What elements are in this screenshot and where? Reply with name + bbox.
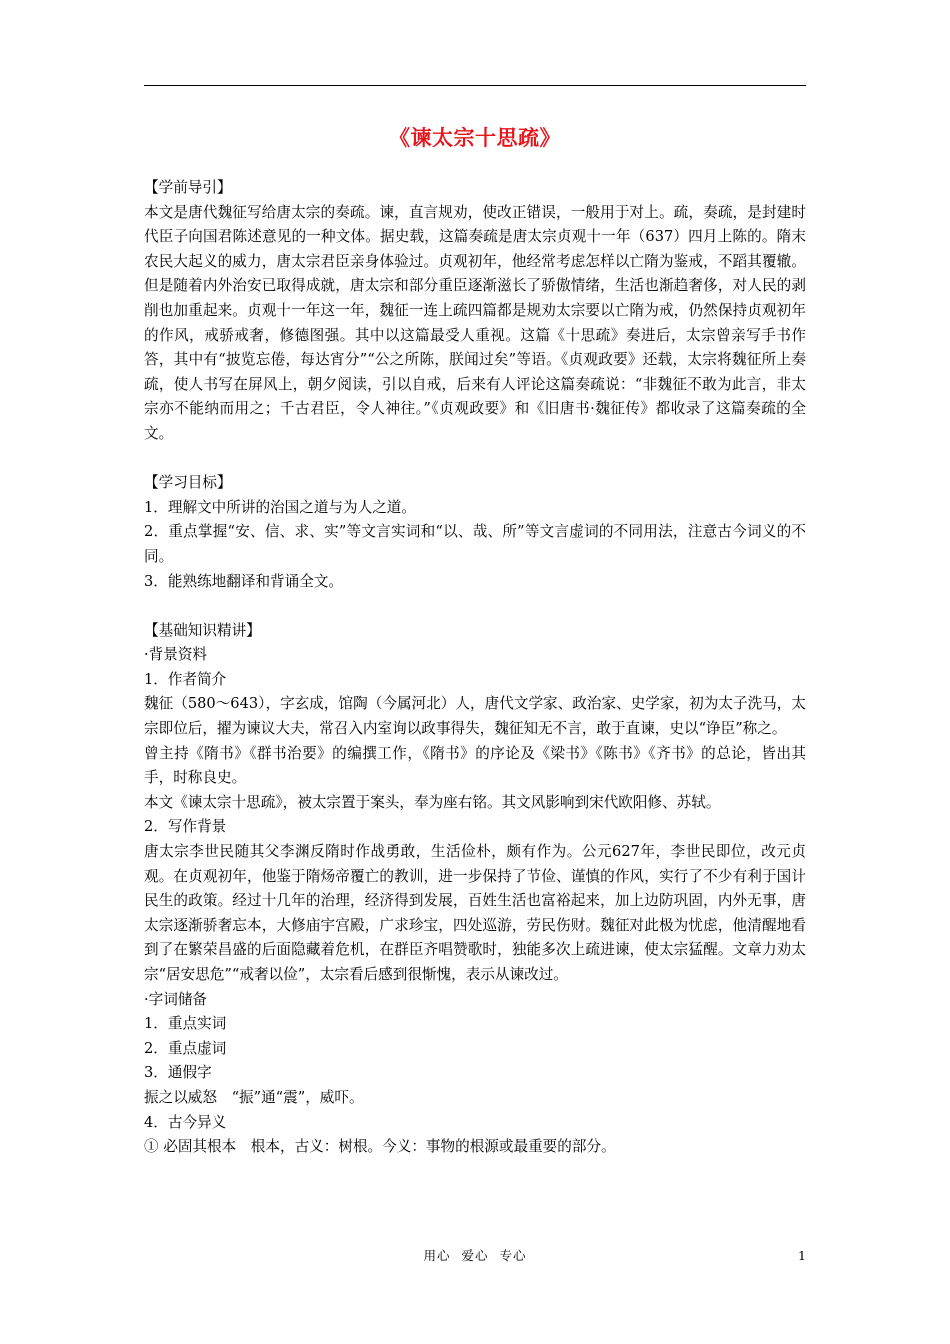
document-title: 《谏太宗十思疏》 (389, 125, 561, 150)
intro-paragraph: 本文是唐代魏征写给唐太宗的奏疏。谏，直言规劝，使改正错误，一般用于对上。疏，奏疏，是封建时代臣子向国君陈述意见的一种文体。据史载，这篇奏疏是唐太宗贞观十一年（637）四月上陈的。隋末农民大起义的威力，唐太宗君臣亲身体验过。贞观初年，他经常考虑怎样以亡隋为鉴戒，不蹈其覆辙。但是随着内外治安已取得成就，唐太宗和部分重臣逐渐滋长了骄傲情绪，生活也渐趋奢侈，对人民的剥削也加重起来。贞观十一年这一年，魏征一连上疏四篇都是规劝太宗要以亡隋为戒，仍然保持贞观初年的作风，戒骄戒奢，修德图强。其中以这篇最受人重视。这篇《十思疏》奏进后，太宗曾亲写手书作答，其中有“披览忘倦，每达宵分”“公之所陈，朕闻过矣”等语。《贞观政要》还载，太宗将魏征所上奏疏，使人书写在屏风上，朝夕阅读，引以自戒，后来有人评论这篇奏疏说：“非魏征不敢为此言，非太宗亦不能纳而用之；千古君臣，令人神往。”《贞观政要》和《旧唐书·魏征传》都收录了这篇奏疏的全文。 (144, 203, 806, 442)
footer-slogan: 用心 爱心 专心 (423, 1248, 527, 1263)
vocab-item-4: 振之以威怒 “振”通“震”，威吓。 (144, 1088, 364, 1106)
page-number: 1 (798, 1248, 806, 1263)
writing-background-paragraph: 唐太宗李世民随其父李渊反隋时作战勇敢，生活俭朴，颇有作为。公元627年，李世民即位，改元贞观。在贞观初年，他鉴于隋炀帝覆亡的教训，进一步保持了节俭、谨慎的作风，实行了不少有利于国计民生的政策。经过十几年的治理，经济得到发展，百姓生活也富裕起来，加上边防巩固，内外无事，唐太宗逐渐骄奢忘本，大修庙宇宫殿，广求珍宝，四处巡游，劳民伤财。魏征对此极为忧虑，他清醒地看到了在繁荣昌盛的后面隐藏着危机，在群臣齐唱赞歌时，独能多次上疏进谏，使太宗猛醒。文章力劝太宗“居安思危”“戒奢以俭”，太宗看后感到很惭愧，表示从谏改过。 (144, 843, 806, 983)
author-paragraph-3: 本文《谏太宗十思疏》，被太宗置于案头，奉为座右铭。其文风影响到宋代欧阳修、苏轼。 (144, 793, 721, 811)
vocab-item-5: 4．古今异义 (144, 1113, 227, 1131)
goal-item-3: 3．能熟练地翻译和背诵全文。 (144, 572, 344, 590)
header-rule (144, 85, 806, 86)
section-heading-basics: 【基础知识精讲】 (144, 621, 261, 639)
vocab-label: ·字词储备 (144, 990, 208, 1008)
background-label: ·背景资料 (144, 646, 208, 664)
section-heading-goals: 【学习目标】 (144, 474, 232, 492)
vocab-item-2: 2．重点虚词 (144, 1039, 227, 1057)
page-footer (144, 1247, 806, 1265)
writing-background-label: 2．写作背景 (144, 818, 227, 836)
vocab-item-1: 1．重点实词 (144, 1015, 227, 1033)
spacer (144, 447, 806, 472)
vocab-item-6: ① 必固其根本 根本，古义：树根。今义：事物的根源或最重要的部分。 (144, 1138, 616, 1156)
document-body (144, 176, 806, 1160)
spacer (144, 594, 806, 619)
section-heading-intro: 【学前导引】 (144, 179, 232, 196)
author-label: 1．作者简介 (144, 670, 227, 688)
goal-item-2: 2．重点掌握“安、信、求、实”等文言实词和“以、哉、所”等文言虚词的不同用法，注意古今词义的不同。 (144, 523, 806, 565)
author-paragraph-1: 魏征（580～643），字玄成，馆陶（今属河北）人，唐代文学家、政治家、史学家，初为太子洗马，太宗即位后，擢为谏议大夫，常召入内室询以政事得失，魏征知无不言，敢于直谏，史以“诤臣”称之。 (144, 695, 806, 738)
goal-item-1: 1．理解文中所讲的治国之道与为人之道。 (144, 498, 416, 516)
vocab-item-3: 3．通假字 (144, 1064, 212, 1082)
author-paragraph-2: 曾主持《隋书》《群书治要》的编撰工作，《隋书》的序论及《梁书》《陈书》《齐书》的总论，皆出其手，时称良史。 (144, 744, 806, 787)
